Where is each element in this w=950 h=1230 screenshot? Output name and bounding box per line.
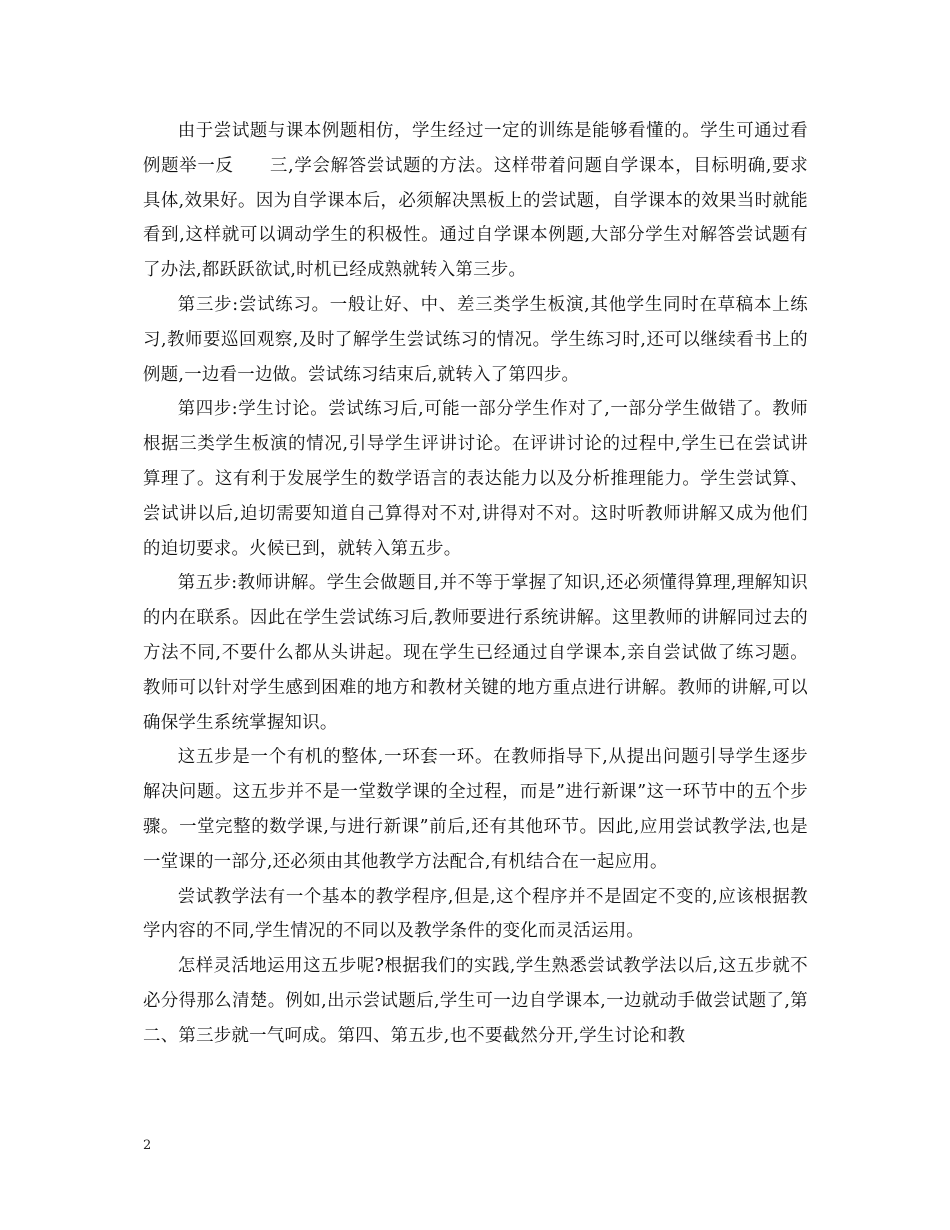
page-body	[143, 114, 808, 1054]
paragraph-5: 这五步是一个有机的整体,一环套一环。在教师指导下,从提出问题引导学生逐步解决问题。这五步并不是一堂数学课的全过程，而是”进行新课”这一环节中的五个步骤。一堂完整的数学课,与进行新课”前后,还有其他环节。因此,应用尝试教学法,也是一堂课的一部分,还必须由其他教学方法配合,有机结合在一起应用。	[143, 747, 808, 872]
paragraph-3: 第四步:学生讨论。尝试练习后,可能一部分学生作对了,一部分学生做错了。教师根据三类学生板演的情况,引导学生评讲讨论。在评讲讨论的过程中,学生已在尝试讲算理了。这有利于发展学生的数学语言的表达能力以及分析推理能力。学生尝试算、尝试讲以后,迫切需要知道自己算得对不对,讲得对不对。这时听教师讲解又成为他们的迫切要求。火候已到，就转入第五步。	[143, 399, 808, 559]
paragraph-7: 怎样灵活地运用这五步呢?根据我们的实践,学生熟悉尝试教学法以后,这五步就不必分得那么清楚。例如,出示尝试题后,学生可一边自学课本,一边就动手做尝试题了,第二、第三步就一气呵成。第四、第五步,也不要截然分开,学生讨论和教	[143, 956, 808, 1046]
page-number: 2	[143, 1138, 152, 1153]
paragraph-1: 由于尝试题与课本例题相仿，学生经过一定的训练是能够看懂的。学生可通过看例题举一反 三,学会解答尝试题的方法。这样带着问题自学课本，目标明确,要求具体,效果好。因为自学课本后，必须解决黑板上的尝试题，自学课本的效果当时就能看到,这样就可以调动学生的积极性。通过自学课本例题,大部分学生对解答尝试题有了办法,都跃跃欲试,时机已经成熟就转入第三步。	[143, 121, 808, 281]
paragraph-6: 尝试教学法有一个基本的教学程序,但是,这个程序并不是固定不变的,应该根据教学内容的不同,学生情况的不同以及教学条件的变化而灵活运用。	[143, 886, 808, 942]
paragraph-4: 第五步:教师讲解。学生会做题目,并不等于掌握了知识,还必须懂得算理,理解知识的内在联系。因此在学生尝试练习后,教师要进行系统讲解。这里教师的讲解同过去的方法不同,不要什么都从头讲起。现在学生已经通过自学课本,亲自尝试做了练习题。教师可以针对学生感到困难的地方和教材关键的地方重点进行讲解。教师的讲解,可以确保学生系统掌握知识。	[143, 573, 808, 733]
paragraph-2: 第三步:尝试练习。一般让好、中、差三类学生板演,其他学生同时在草稿本上练习,教师要巡回观察,及时了解学生尝试练习的情况。学生练习时,还可以继续看书上的例题,一边看一边做。尝试练习结束后,就转入了第四步。	[143, 294, 808, 385]
